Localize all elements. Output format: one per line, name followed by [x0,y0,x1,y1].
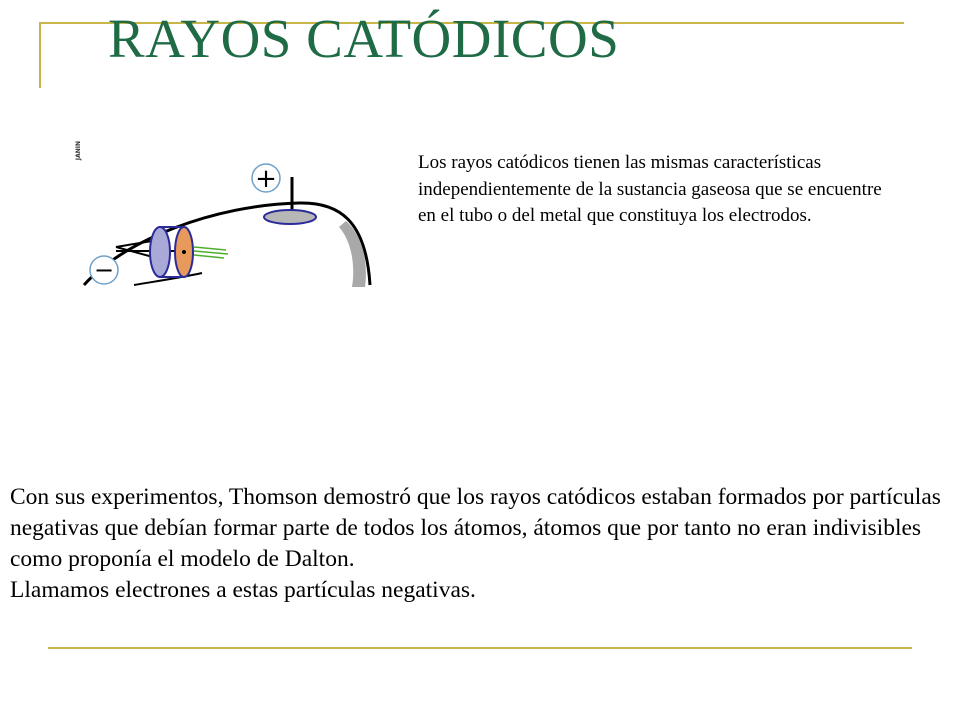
slide-title: RAYOS CATÓDICOS [108,8,620,69]
tube-outline [84,203,370,285]
diagram-side-label: JANIN [75,141,82,161]
ray-2 [194,251,228,254]
anode-disc [264,210,316,224]
negative-symbol: − [93,256,115,284]
left-decorative-line [39,22,41,88]
cathode-disc-blue [150,227,170,277]
cathode-ray-tube-diagram [74,135,374,287]
ray-3 [194,255,224,258]
bottom-decorative-line [48,647,912,649]
side-description: Los rayos catódicos tienen las mismas características independientemente de la sustancia gaseosa que se encuentre en el tubo o del metal que constituya los electrodos. [418,152,882,226]
tube-lower-edge [134,273,202,285]
ray-1 [194,247,226,250]
main-paragraph-2: Llamamos electrones a estas partículas negativas. [10,577,476,603]
main-body-text [10,482,955,606]
cathode-center-dot [182,250,186,254]
screen-glow [339,221,366,287]
positive-symbol: + [255,164,277,194]
main-paragraph-1: Con sus experimentos, Thomson demostró que los rayos catódicos estaban formados por partículas negativas que debían formar parte de todos los átomos, átomos que por tanto no eran indivisibles como proponía el modelo de Dalton. [10,484,941,572]
